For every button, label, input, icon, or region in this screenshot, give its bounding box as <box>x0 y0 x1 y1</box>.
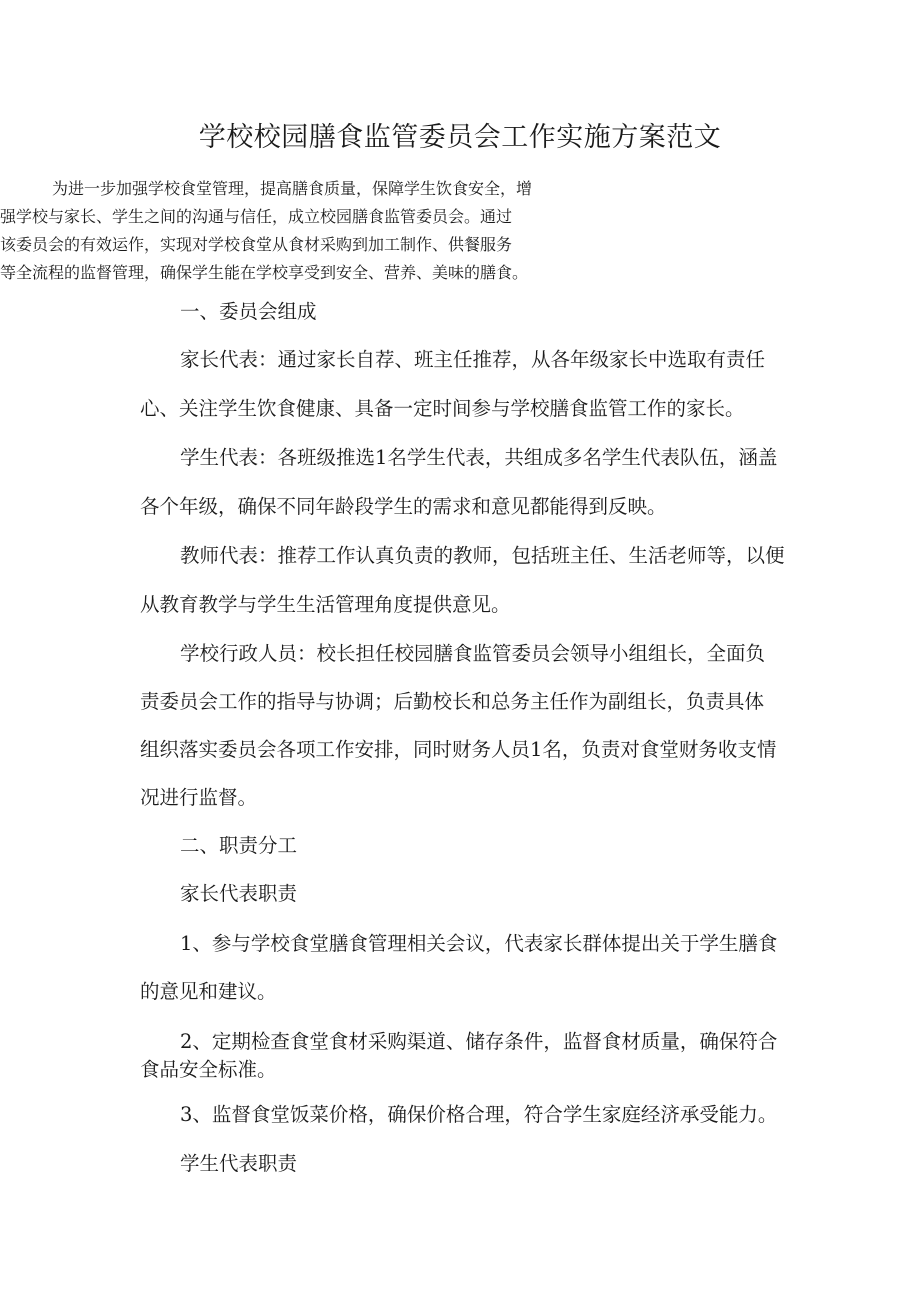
intro-line: 该委员会的有效运作，实现对学校食堂从食材采购到加工制作、供餐服务 <box>0 235 513 254</box>
paragraph-line: 的意见和建议。 <box>140 980 277 1003</box>
paragraph-line: 责委员会工作的指导与协调；后勤校长和总务主任作为副组长，负责具体 <box>140 690 765 713</box>
paragraph-line: 学生代表：各班级推选1名学生代表，共组成多名学生代表队伍，涵盖 <box>180 446 778 469</box>
paragraph-line: 从教育教学与学生生活管理角度提供意见。 <box>140 593 511 616</box>
document-title: 学校校园膳食监管委员会工作实施方案范文 <box>198 122 722 153</box>
subsection-heading: 学生代表职责 <box>180 1152 298 1175</box>
intro-line: 为进一步加强学校食堂管理，提高膳食质量，保障学生饮食安全，增 <box>52 179 533 198</box>
intro-line: 等全流程的监督管理，确保学生能在学校享受到安全、营养、美味的膳食。 <box>0 263 529 282</box>
paragraph-line: 家长代表：通过家长自荐、班主任推荐，从各年级家长中选取有责任 <box>180 348 766 371</box>
paragraph-line: 况进行监督。 <box>140 786 258 809</box>
paragraph-line: 组织落实委员会各项工作安排，同时财务人员1名，负责对食堂财务收支情 <box>140 738 777 761</box>
section-heading: 一、委员会组成 <box>180 300 317 323</box>
paragraph-line: 心、关注学生饮食健康、具备一定时间参与学校膳食监管工作的家长。 <box>140 397 745 420</box>
paragraph-line: 2、定期检查食堂食材采购渠道、储存条件，监督食材质量，确保符合 <box>180 1030 778 1053</box>
paragraph-line: 学校行政人员：校长担任校园膳食监管委员会领导小组组长，全面负 <box>180 642 766 665</box>
paragraph-line: 3、监督食堂饭菜价格，确保价格合理，符合学生家庭经济承受能力。 <box>180 1103 778 1126</box>
section-heading: 二、职责分工 <box>180 834 298 857</box>
subsection-heading: 家长代表职责 <box>180 882 298 905</box>
paragraph-line: 教师代表：推荐工作认真负责的教师，包括班主任、生活老师等，以便 <box>180 544 785 567</box>
paragraph-line: 食品安全标准。 <box>140 1058 277 1081</box>
paragraph-line: 1、参与学校食堂膳食管理相关会议，代表家长群体提出关于学生膳食 <box>180 932 778 955</box>
paragraph-line: 各个年级，确保不同年龄段学生的需求和意见都能得到反映。 <box>140 495 667 518</box>
intro-line: 强学校与家长、学生之间的沟通与信任，成立校园膳食监管委员会。通过 <box>0 207 513 226</box>
